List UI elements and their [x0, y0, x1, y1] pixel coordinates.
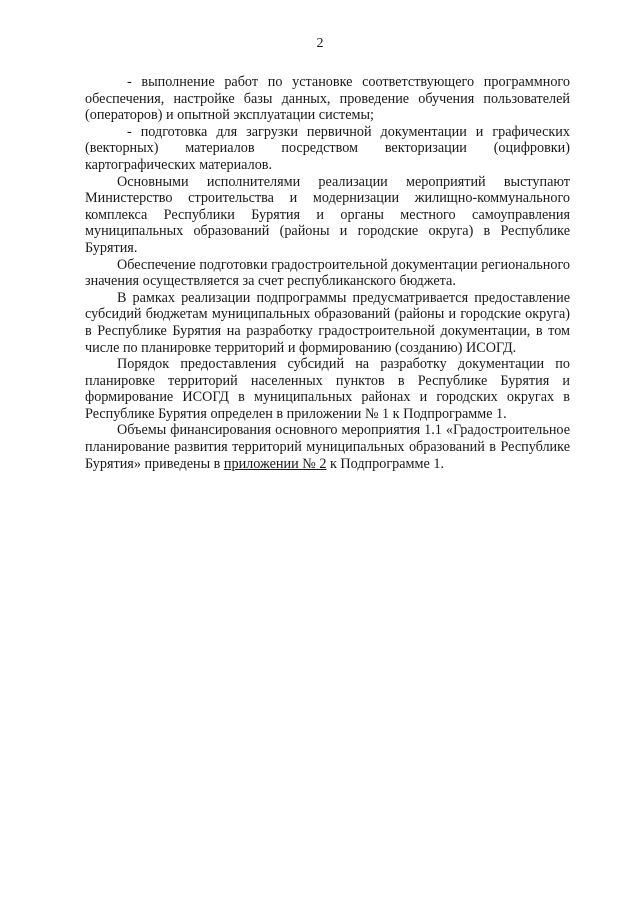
paragraph-funding-source: Обеспечение подготовки градостроительной документации регионального значения осуществляется за счет республиканского бюджета.	[85, 256, 570, 290]
bullet-paragraph-software: - выполнение работ по установке соответствующего программного обеспечения, настройке базы данных, проведение обучения пользователей (операторов) и опытной эксплуатации системы;	[85, 74, 570, 124]
paragraph-executors: Основными исполнителями реализации мероприятий выступают Министерство строительства и модернизации жилищно-коммунального комплекса Республики Бурятия и органы местного самоуправления муниципальных образований (районы и городские округа) в Республике Бурятия.	[85, 173, 570, 256]
financing-text-start: Объемы финансирования основного мероприятия 1.1 «Градостроительное планирование развития территорий муниципальных образований в Республике Бурятия» приведены в	[85, 422, 570, 472]
paragraph-subsidy-procedure: Порядок предоставления субсидий на разработку документации по планировке территорий населенных пунктов в Республике Бурятия и формирование ИСОГД в муниципальных районах и городских округах в Республике Бурятия определен в приложении № 1 к Подпрограмме 1.	[85, 356, 570, 422]
page-number: 2	[316, 36, 324, 51]
appendix-2-link[interactable]: приложении № 2	[223, 455, 327, 472]
paragraph-subsidies: В рамках реализации подпрограммы предусматривается предоставление субсидий бюджетам муниципальных образований (районы и городские округа) в Республике Бурятия на разработку градостроительной документации, в том числе по планировке территорий и формированию (созданию) ИСОГД.	[85, 289, 570, 356]
document-body	[85, 74, 570, 472]
bullet-paragraph-vectorization: - подготовка для загрузки первичной документации и графических (векторных) материалов посредством векторизации (оцифровки) картографических материалов.	[85, 123, 570, 173]
paragraph-financing-volumes	[85, 422, 570, 472]
financing-text-end: к Подпрограмме 1.	[326, 455, 444, 472]
